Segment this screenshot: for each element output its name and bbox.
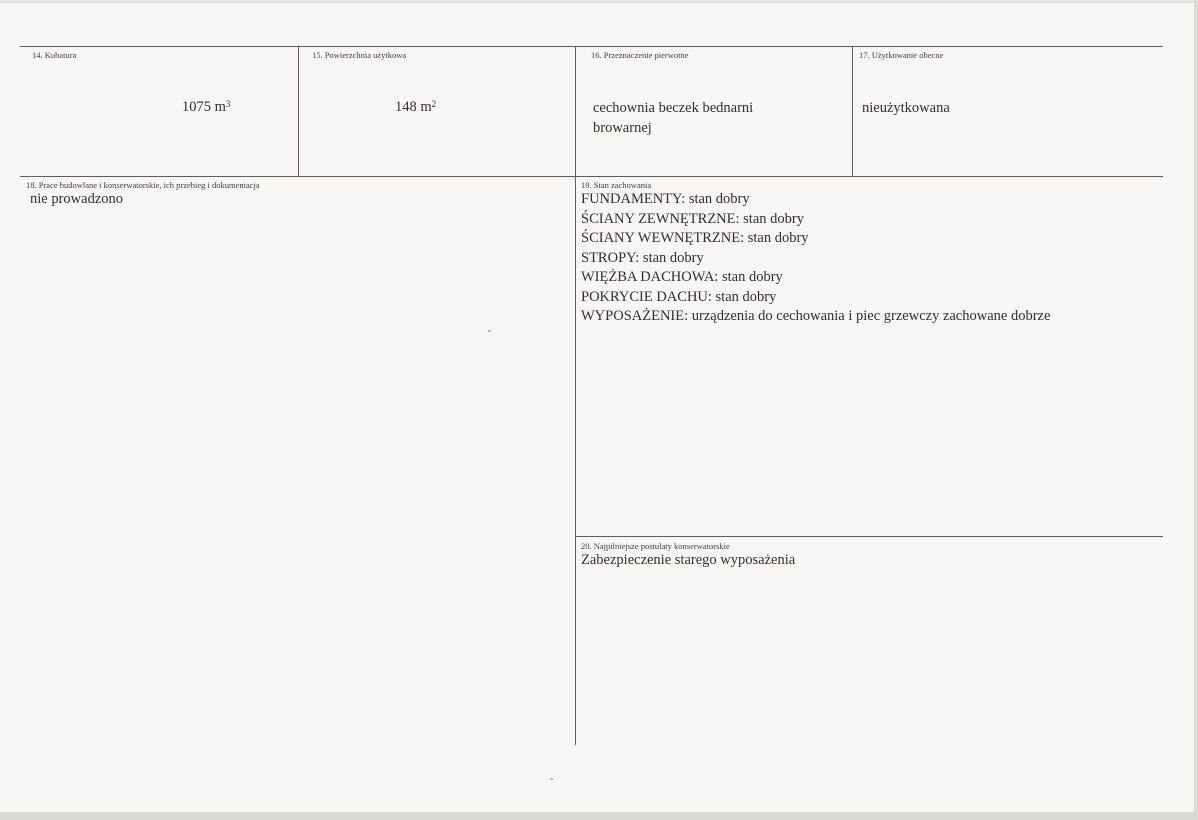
field-14-value — [182, 98, 230, 118]
paper-speck — [488, 330, 491, 332]
field-15-label: 15. Powierzchnia użytkowa — [312, 50, 407, 60]
field-14-unit-exponent: 3 — [225, 99, 231, 109]
field-15-number: 148 m — [395, 99, 432, 115]
condition-line-equipment: WYPOSAŻENIE: urządzenia do cechowania i piec grzewczy zachowane dobrze — [581, 308, 1051, 324]
field20-top-rule — [575, 536, 1163, 537]
field-15-value — [395, 98, 436, 118]
divider-center — [575, 46, 576, 745]
field-20-label: 20. Najpilniejsze postulaty konserwatorskie — [581, 541, 730, 551]
field-17-label: 17. Użytkowanie obecne — [859, 50, 944, 60]
condition-line-interior-walls: ŚCIANY WEWNĘTRZNE: stan dobry — [581, 230, 809, 246]
sheet-bottom-edge — [0, 812, 1198, 820]
condition-line-ceilings: STROPY: stan dobry — [581, 249, 704, 266]
field-14-label: 14. Kubatura — [32, 50, 77, 60]
sheet-top-edge — [0, 0, 1198, 3]
row1-bottom-rule — [20, 176, 1163, 177]
paper-speck — [550, 778, 553, 780]
field-16-label: 16. Przeznaczenie pierwotne — [591, 50, 689, 60]
condition-line-roofing: POKRYCIE DACHU: stan dobry — [581, 288, 777, 305]
field-16-line: cechownia beczek bednarni — [593, 100, 754, 116]
field-15-unit-exponent: 2 — [431, 99, 437, 109]
condition-line-exterior-walls: ŚCIANY ZEWNĘTRZNE: stan dobry — [581, 210, 804, 227]
field-18-value: nie prowadzono — [30, 191, 124, 207]
condition-line-roof-truss: WIĘŻBA DACHOWA: stan dobry — [581, 269, 783, 285]
field-19-label: 19. Stan zachowania — [581, 180, 652, 190]
sheet-right-edge — [1194, 0, 1198, 820]
field-14-number: 1075 m — [182, 99, 226, 115]
field-18-label: 18. Prace budowlane i konserwatorskie, ich przebieg i dokumentacja — [26, 180, 260, 190]
field-16-value — [593, 99, 753, 138]
form-top-rule — [20, 46, 1163, 47]
field-19-value — [581, 190, 1050, 327]
field-20-value: Zabezpieczenie starego wyposażenia — [581, 552, 796, 568]
field-17-value: nieużytkowana — [862, 100, 950, 116]
divider-16-17 — [852, 46, 853, 177]
divider-14-15 — [298, 46, 299, 177]
condition-line-foundations: FUNDAMENTY: stan dobry — [581, 191, 750, 207]
field-16-line: browarnej — [593, 119, 652, 136]
